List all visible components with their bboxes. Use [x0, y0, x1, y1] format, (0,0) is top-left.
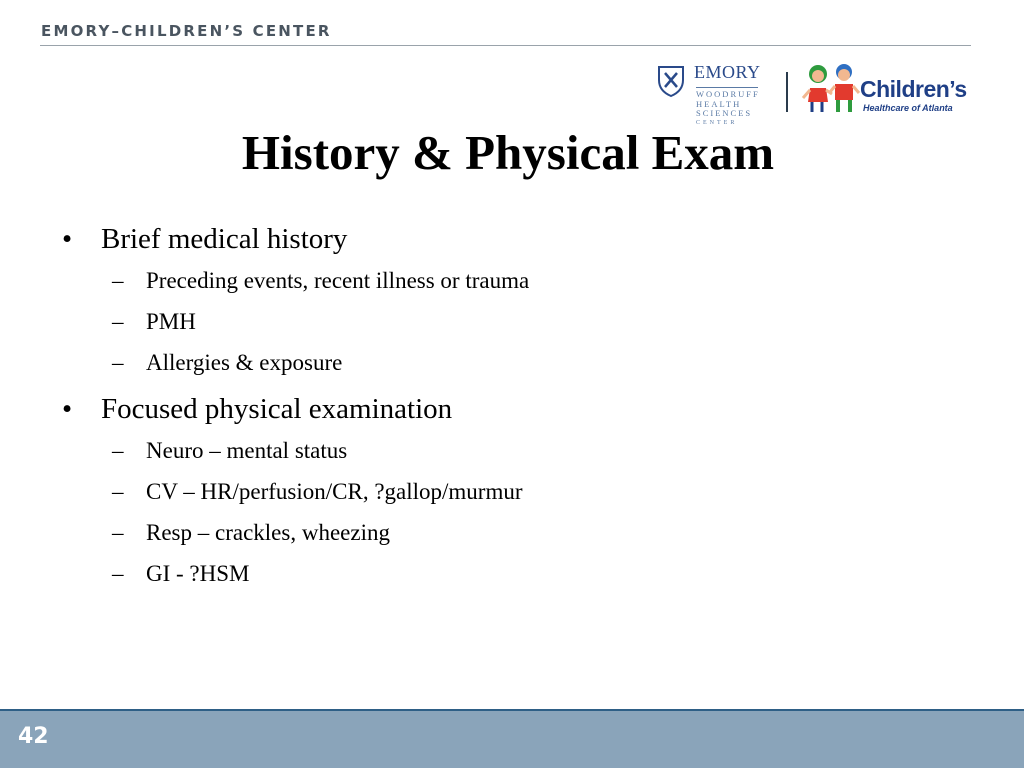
dash-icon: – [112, 520, 124, 545]
sub-bullet-item [58, 519, 958, 547]
emory-sub-line: CENTER [696, 119, 738, 126]
sub-bullet-item [58, 308, 958, 336]
header-divider [40, 45, 971, 46]
sub-bullet-item [58, 560, 958, 588]
emory-sub-line: HEALTH [696, 98, 742, 109]
emory-subtext [696, 86, 766, 128]
sub-bullet-text: Resp – crackles, wheezing [146, 520, 390, 545]
emory-sub-line: WOODRUFF [696, 89, 760, 99]
bullet-item [58, 220, 958, 258]
sub-bullet-text: Preceding events, recent illness or trauma [146, 268, 530, 293]
dash-icon: – [112, 479, 124, 504]
sub-bullet-item [58, 349, 958, 377]
childrens-wordmark: Children’s [860, 76, 967, 102]
emory-logo [654, 62, 766, 130]
bullet-dot-icon: • [62, 223, 73, 255]
dash-icon: – [112, 309, 124, 334]
logo-divider [786, 72, 788, 112]
sub-bullet-item [58, 267, 958, 295]
footer-bar [0, 709, 1024, 768]
sub-bullet-item [58, 437, 958, 465]
sub-bullet-text: PMH [146, 309, 196, 334]
emory-sub-line: SCIENCES [696, 108, 753, 118]
organization-name: EMORY–CHILDREN’S CENTER [41, 22, 332, 40]
sub-bullet-text: Allergies & exposure [146, 350, 343, 375]
sub-bullet-text: CV – HR/perfusion/CR, ?gallop/murmur [146, 479, 523, 504]
dash-icon: – [112, 350, 124, 375]
slide-content [58, 220, 958, 601]
bullet-dot-icon: • [62, 393, 73, 425]
page-number: 42 [18, 724, 49, 749]
sub-bullet-item [58, 478, 958, 506]
dash-icon: – [112, 438, 124, 463]
bullet-text: Focused physical examination [101, 393, 453, 425]
childrens-tagline: Healthcare of Atlanta [863, 103, 953, 113]
emory-wordmark: EMORY [694, 62, 761, 82]
bullet-text: Brief medical history [101, 223, 348, 255]
sub-bullet-text: GI - ?HSM [146, 561, 250, 586]
dash-icon: – [112, 268, 124, 293]
sub-bullet-text: Neuro – mental status [146, 438, 348, 463]
bullet-item [58, 390, 958, 428]
emory-shield-icon [656, 64, 686, 98]
dash-icon: – [112, 561, 124, 586]
children-figures-icon [800, 62, 862, 118]
childrens-logo [800, 62, 975, 118]
slide-title: History & Physical Exam [241, 125, 775, 180]
